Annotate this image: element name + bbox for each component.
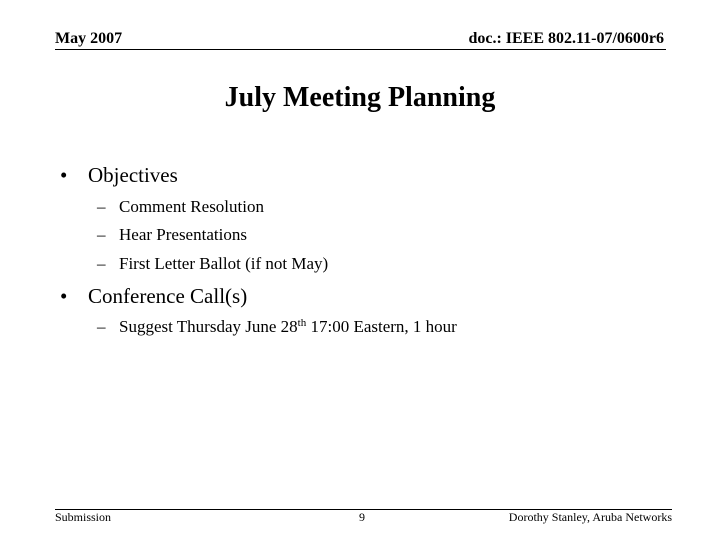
header-doc-id: doc.: IEEE 802.11-07/0600r6 xyxy=(468,30,664,47)
subitem-text: First Letter Ballot (if not May) xyxy=(119,254,329,273)
bullet-marker: • xyxy=(60,163,68,187)
bullet-text: Objectives xyxy=(88,163,178,187)
slide-title: July Meeting Planning xyxy=(224,82,496,113)
header-rule xyxy=(55,49,666,50)
subitem-text-before: Suggest Thursday June 28 xyxy=(119,317,298,336)
bullet-conference-calls xyxy=(60,282,247,310)
bullet-objectives xyxy=(60,161,178,189)
subitem-comment-resolution xyxy=(97,196,264,218)
subitem-hear-presentations xyxy=(97,224,247,246)
header-date: May 2007 xyxy=(55,30,123,47)
subitem-marker: – xyxy=(97,254,106,273)
subitem-first-letter-ballot xyxy=(97,253,328,275)
subitem-superscript: th xyxy=(297,317,307,329)
subitem-text: Hear Presentations xyxy=(119,225,247,244)
subitem-marker: – xyxy=(97,197,106,216)
footer-submission: Submission xyxy=(55,510,112,524)
subitem-marker: – xyxy=(97,317,106,336)
footer-author: Dorothy Stanley, Aruba Networks xyxy=(508,510,672,524)
bullet-marker: • xyxy=(60,284,68,308)
subitem-text: Comment Resolution xyxy=(119,197,264,216)
subitem-marker: – xyxy=(97,225,106,244)
subitem-text-after: 17:00 Eastern, 1 hour xyxy=(306,317,457,336)
subitem-suggest-thursday xyxy=(97,316,457,338)
bullet-text: Conference Call(s) xyxy=(88,284,248,308)
footer-page-number: 9 xyxy=(359,510,365,524)
